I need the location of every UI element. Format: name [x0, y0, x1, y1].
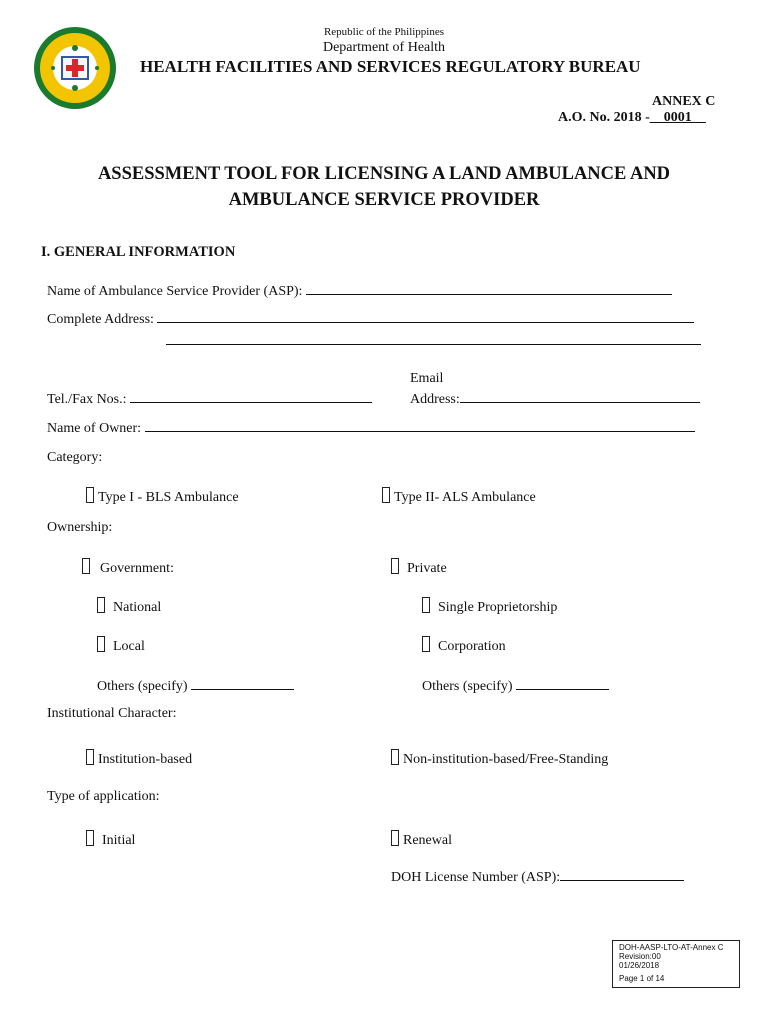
owner-row — [47, 419, 695, 437]
ao-number-value: __0001__ — [649, 110, 706, 125]
email-field[interactable] — [460, 390, 700, 403]
bureau-title: HEALTH FACILITIES AND SERVICES REGULATORY BUREAU — [140, 57, 641, 76]
category-type2-label: Type II- ALS Ambulance — [394, 490, 536, 505]
document-control-box — [612, 940, 740, 988]
checkbox-icon[interactable] — [391, 558, 399, 574]
application-label: Type of application: — [47, 789, 160, 804]
checkbox-icon[interactable] — [382, 487, 390, 503]
doh-seal-logo — [33, 26, 117, 110]
ownership-label: Ownership: — [47, 520, 113, 535]
annex-label: ANNEX C — [652, 94, 716, 109]
others-left-row — [97, 677, 294, 695]
renewal-label: Renewal — [403, 833, 452, 848]
asp-name-label: Name of Ambulance Service Provider (ASP): — [47, 284, 303, 299]
ownership-local[interactable] — [97, 636, 145, 655]
address-label: Complete Address: — [47, 312, 154, 327]
institution-based[interactable] — [86, 749, 192, 768]
others-right-field[interactable] — [516, 677, 609, 690]
address-row — [47, 310, 694, 328]
checkbox-icon[interactable] — [86, 487, 94, 503]
telfax-field[interactable] — [130, 390, 372, 403]
document-title-line2: AMBULANCE SERVICE PROVIDER — [228, 190, 540, 210]
category-type1[interactable] — [86, 487, 239, 506]
others-right-row — [422, 677, 609, 695]
single-proprietorship-label: Single Proprietorship — [438, 600, 558, 615]
ownership-private[interactable] — [391, 558, 447, 577]
checkbox-icon[interactable] — [86, 749, 94, 765]
document-title-line1: ASSESSMENT TOOL FOR LICENSING A LAND AMBULANCE AND — [97, 164, 671, 184]
address-field-2[interactable] — [166, 344, 701, 345]
license-row — [391, 868, 684, 886]
non-institution-based[interactable] — [391, 749, 608, 768]
category-type2[interactable] — [382, 487, 536, 506]
republic-text: Republic of the Philippines — [323, 26, 445, 38]
checkbox-icon[interactable] — [391, 749, 399, 765]
private-label: Private — [407, 561, 447, 576]
non-institution-based-label: Non-institution-based/Free-Standing — [403, 752, 609, 767]
category-type1-label: Type I - BLS Ambulance — [98, 490, 239, 505]
local-label: Local — [113, 639, 145, 654]
ao-prefix: A.O. No. 2018 - — [558, 110, 650, 125]
checkbox-icon[interactable] — [391, 830, 399, 846]
email-row — [410, 390, 700, 408]
initial-label: Initial — [102, 833, 136, 848]
telfax-label: Tel./Fax Nos.: — [47, 392, 127, 407]
telfax-row — [47, 390, 372, 408]
institutional-label: Institutional Character: — [47, 706, 177, 721]
page-number: Page 1 of 14 — [619, 974, 665, 983]
checkbox-icon[interactable] — [82, 558, 90, 574]
asp-name-field[interactable] — [306, 282, 672, 295]
checkbox-icon[interactable] — [97, 636, 105, 652]
ownership-corporation[interactable] — [422, 636, 506, 655]
application-renewal[interactable] — [391, 830, 452, 849]
others-left-label: Others (specify) — [97, 679, 188, 694]
checkbox-icon[interactable] — [422, 597, 430, 613]
category-label: Category: — [47, 450, 103, 465]
ao-number — [558, 110, 706, 126]
doc-date: 01/26/2018 — [619, 961, 660, 970]
asp-name-row — [47, 282, 672, 300]
ownership-national[interactable] — [97, 597, 161, 616]
section-heading: I. GENERAL INFORMATION — [41, 244, 236, 260]
ownership-single[interactable] — [422, 597, 557, 616]
department-text: Department of Health — [322, 40, 446, 55]
checkbox-icon[interactable] — [97, 597, 105, 613]
application-initial[interactable] — [86, 830, 135, 849]
others-left-field[interactable] — [191, 677, 294, 690]
email-label-1: Email — [410, 371, 444, 386]
doc-revision: Revision:00 — [619, 952, 661, 961]
government-label: Government: — [100, 561, 174, 576]
owner-field[interactable] — [145, 419, 695, 432]
national-label: National — [113, 600, 162, 615]
institution-based-label: Institution-based — [98, 752, 193, 767]
owner-label: Name of Owner: — [47, 421, 142, 436]
license-label: DOH License Number (ASP): — [391, 870, 561, 885]
corporation-label: Corporation — [438, 639, 506, 654]
checkbox-icon[interactable] — [86, 830, 94, 846]
license-field[interactable] — [560, 868, 684, 881]
others-right-label: Others (specify) — [422, 679, 513, 694]
doc-code: DOH-AASP-LTO-AT-Annex C — [619, 943, 724, 952]
checkbox-icon[interactable] — [422, 636, 430, 652]
ownership-government[interactable] — [82, 558, 174, 577]
address-field-1[interactable] — [157, 310, 694, 323]
email-label-2: Address: — [410, 392, 460, 407]
